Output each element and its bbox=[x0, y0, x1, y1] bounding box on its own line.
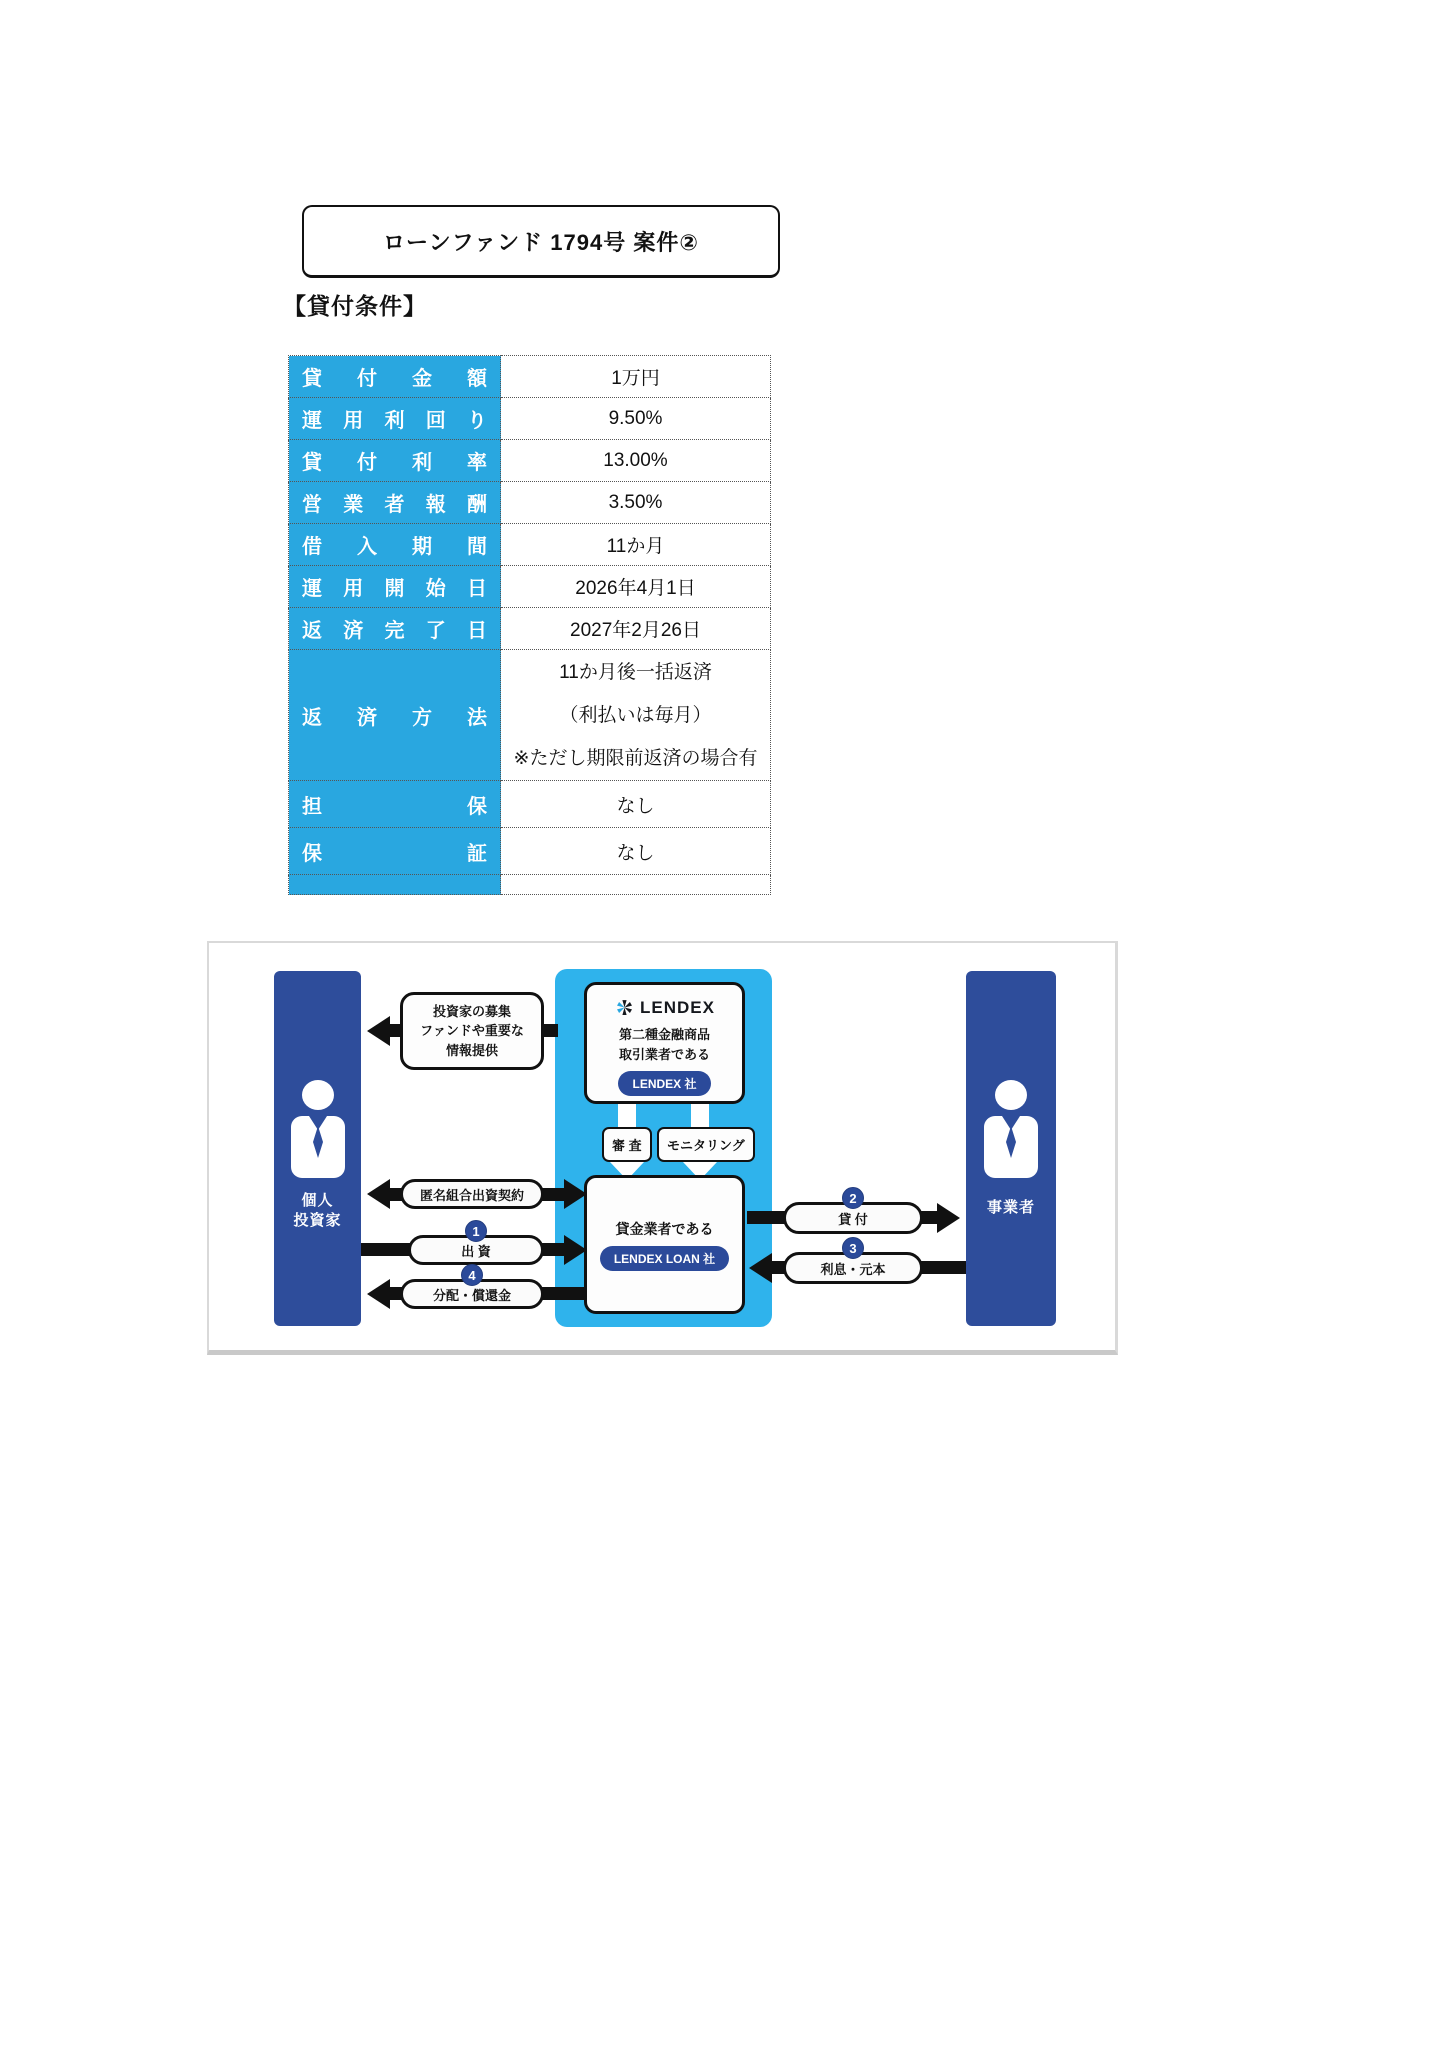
lendex-desc bbox=[619, 1025, 710, 1064]
row-value: 2027年2月26日 bbox=[501, 608, 771, 650]
row-label-cell bbox=[289, 828, 501, 875]
row-value-multiline bbox=[501, 650, 771, 781]
row-label-cell bbox=[289, 440, 501, 482]
invest-arrow-shaft-left bbox=[361, 1243, 410, 1256]
doc-title-box bbox=[302, 205, 780, 278]
row-value: 9.50% bbox=[501, 398, 771, 440]
row-value: なし bbox=[501, 781, 771, 828]
callout-arrow-shaft-right bbox=[542, 1024, 558, 1037]
loan-company-box bbox=[584, 1175, 745, 1314]
repayment-line-2: （利払いは毎月） bbox=[559, 704, 712, 726]
flow-pill-lend: 貸 付 bbox=[783, 1202, 923, 1234]
row-label: 借 入 期 間 bbox=[302, 536, 487, 558]
lend-arrow-right-icon bbox=[937, 1203, 960, 1233]
screening-arrow-shaft bbox=[618, 1104, 636, 1128]
flow-pill-invest: 出 資 bbox=[408, 1235, 544, 1265]
row-label: 運 用 開 始 日 bbox=[302, 578, 487, 600]
row-value: 11か月 bbox=[501, 524, 771, 566]
repayment-line-1: 11か月後一括返済 bbox=[559, 661, 712, 683]
flow-badge-1: 1 bbox=[465, 1220, 487, 1242]
row-value-cell-empty bbox=[501, 875, 771, 895]
row-label-cell bbox=[289, 566, 501, 608]
row-label-cell-empty bbox=[289, 875, 501, 895]
table-row bbox=[289, 566, 771, 608]
investor-label-line1: 個人 bbox=[301, 1192, 334, 1209]
row-label-cell bbox=[289, 356, 501, 398]
table-row bbox=[289, 356, 771, 398]
row-label-cell bbox=[289, 608, 501, 650]
row-label: 営 業 者 報 酬 bbox=[302, 494, 487, 516]
scheme-diagram bbox=[207, 941, 1118, 1355]
row-value: 2026年4月1日 bbox=[501, 566, 771, 608]
callout-line3: 情報提供 bbox=[445, 1042, 498, 1058]
callout-investor-info bbox=[400, 992, 544, 1070]
table-row bbox=[289, 398, 771, 440]
screening-tag: 審 査 bbox=[602, 1127, 652, 1162]
table-row bbox=[289, 440, 771, 482]
flow-badge-2: 2 bbox=[842, 1187, 864, 1209]
section-heading: 【貸付条件】 bbox=[283, 293, 427, 319]
person-icon bbox=[288, 1078, 348, 1180]
row-label-cell bbox=[289, 650, 501, 781]
row-label: 返 済 方 法 bbox=[302, 706, 487, 729]
table-row bbox=[289, 524, 771, 566]
lendex-desc-line1: 第二種金融商品 bbox=[618, 1027, 710, 1042]
row-label: 担 保 bbox=[302, 795, 487, 818]
investor-label-line2: 投資家 bbox=[293, 1212, 342, 1230]
invest-arrow-shaft-right bbox=[542, 1243, 566, 1256]
loan-pill: LENDEX LOAN 社 bbox=[600, 1246, 729, 1271]
monitoring-tag: モニタリング bbox=[657, 1127, 755, 1162]
flow-badge-4: 4 bbox=[461, 1264, 483, 1286]
row-value: なし bbox=[501, 828, 771, 875]
lendex-pill: LENDEX 社 bbox=[618, 1071, 710, 1096]
doc-title: ローンファンド 1794号 案件② bbox=[383, 229, 699, 255]
flow-pill-interest: 利息・元本 bbox=[783, 1252, 923, 1284]
lendex-brand-row bbox=[614, 997, 715, 1018]
row-label: 保 証 bbox=[302, 842, 487, 865]
row-label: 貸 付 利 率 bbox=[302, 452, 487, 474]
monitoring-arrow-shaft bbox=[691, 1104, 709, 1128]
lendex-logo-icon bbox=[614, 997, 635, 1018]
investor-label bbox=[274, 1191, 361, 1232]
interest-arrow-shaft-right bbox=[921, 1261, 966, 1274]
table-row bbox=[289, 650, 771, 781]
business-label: 事業者 bbox=[986, 1199, 1035, 1216]
row-label: 貸 付 金 額 bbox=[302, 368, 487, 390]
row-label-cell bbox=[289, 482, 501, 524]
row-label-cell bbox=[289, 524, 501, 566]
row-label-cell bbox=[289, 398, 501, 440]
lend-arrow-shaft-left bbox=[747, 1211, 785, 1224]
lendex-brand-text: LENDEX bbox=[640, 997, 715, 1017]
flow-badge-3: 3 bbox=[842, 1237, 864, 1259]
row-value: 13.00% bbox=[501, 440, 771, 482]
row-value: 1万円 bbox=[501, 356, 771, 398]
row-label: 返 済 完 了 日 bbox=[302, 620, 487, 642]
row-label-cell bbox=[289, 781, 501, 828]
table-row bbox=[289, 781, 771, 828]
lendex-company-box bbox=[584, 982, 745, 1104]
table-row bbox=[289, 608, 771, 650]
invest-arrow-right-icon bbox=[564, 1235, 587, 1265]
person-icon bbox=[981, 1078, 1041, 1180]
callout-line1: 投資家の募集 bbox=[432, 1003, 511, 1019]
lendex-desc-line2: 取引業者である bbox=[618, 1046, 710, 1062]
row-value: 3.50% bbox=[501, 482, 771, 524]
table-row-empty bbox=[289, 875, 771, 895]
flow-pill-distribute: 分配・償還金 bbox=[400, 1279, 544, 1309]
table-row bbox=[289, 482, 771, 524]
loan-desc: 貸金業者である bbox=[615, 1220, 714, 1237]
anon-arrow-shaft-right bbox=[542, 1188, 566, 1201]
loan-terms-table bbox=[288, 355, 771, 895]
row-label: 運 用 利 回 り bbox=[302, 410, 487, 432]
anon-arrow-right-icon bbox=[564, 1179, 587, 1209]
callout-line2: ファンドや重要な bbox=[420, 1023, 524, 1039]
table-row bbox=[289, 828, 771, 875]
repayment-line-3: ※ただし期限前返済の場合有 bbox=[513, 747, 758, 769]
distribute-arrow-shaft-right bbox=[542, 1287, 586, 1300]
flow-pill-anonymous: 匿名組合出資契約 bbox=[400, 1179, 544, 1209]
